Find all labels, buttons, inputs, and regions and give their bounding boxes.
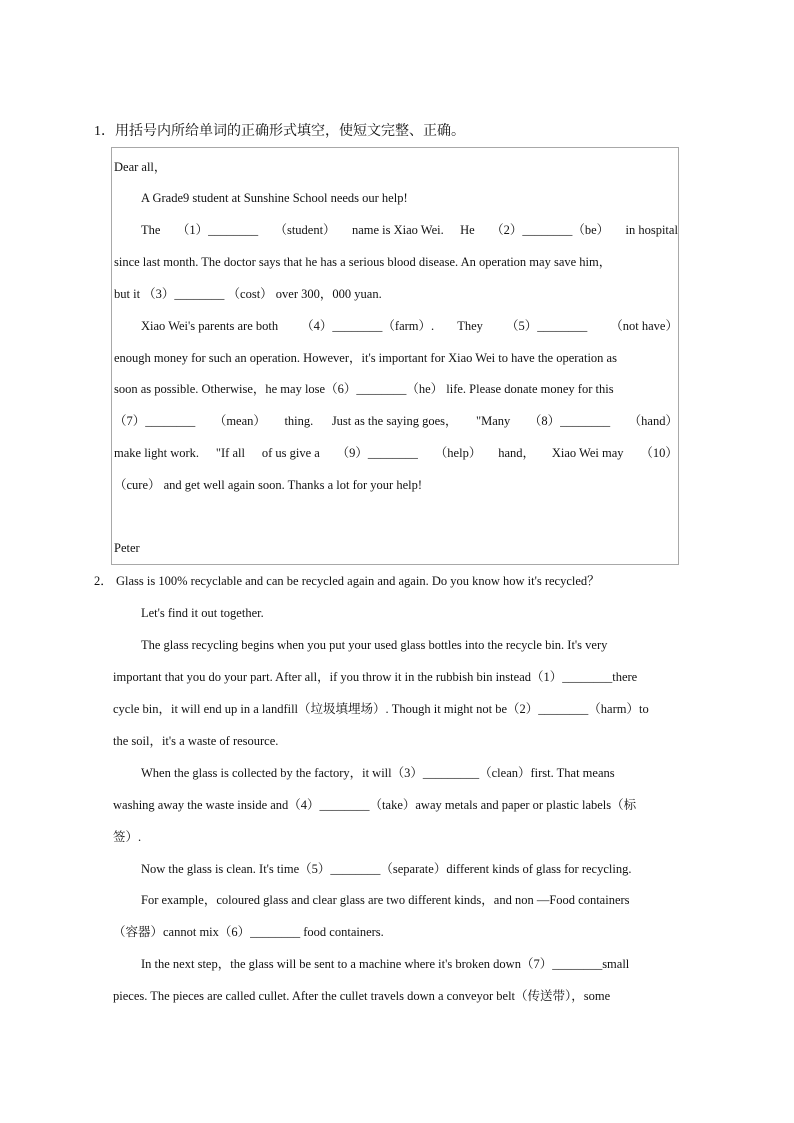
letter-paragraph-2-line-1 <box>141 222 678 238</box>
text-segment: hand， <box>498 446 535 460</box>
blank-5: （5）________ <box>505 319 588 333</box>
letter-paragraph-2-line-3: but it （3）________ （cost） over 300，000 yuan. <box>114 287 382 301</box>
letter-paragraph-1: A Grade9 student at Sunshine School needs our help! <box>141 191 408 205</box>
text-segment: （hand） <box>628 414 678 428</box>
passage-line-7: When the glass is collected by the factory，it will（3）_________（clean）first. That means <box>141 766 615 780</box>
text-segment: They <box>457 319 483 333</box>
letter-paragraph-3-line-5 <box>114 445 678 461</box>
text-segment: Xiao Wei's parents are both <box>141 319 279 333</box>
text-segment: thing. <box>284 414 314 428</box>
text-segment: Just as the saying goes， <box>331 414 458 428</box>
blank-7: （7）________ <box>114 414 196 428</box>
blank-2: （2）________（be） <box>491 223 610 237</box>
passage-line-11: For example，coloured glass and clear glass are two different kinds，and non —Food containers <box>141 893 630 907</box>
letter-paragraph-2-line-2: since last month. The doctor says that he has a serious blood disease. An operation may save him， <box>114 255 612 269</box>
letter-paragraph-3-line-1 <box>141 318 678 334</box>
blank-4: （4）________（farm）. <box>301 319 435 333</box>
question-2-number: 2． <box>94 574 113 588</box>
text-segment: He <box>460 223 475 237</box>
passage-line-6: the soil，it's a waste of resource. <box>113 734 279 748</box>
text-segment: "If all <box>215 446 245 460</box>
passage-line-2: Let's find it out together. <box>141 606 264 620</box>
letter-paragraph-3-line-6: （cure） and get well again soon. Thanks a lot for your help! <box>114 478 423 492</box>
text-segment: （help） <box>434 446 482 460</box>
text-segment: （mean） <box>213 414 266 428</box>
passage-line-13: In the next step，the glass will be sent to a machine where it's broken down（7）________small <box>141 957 630 971</box>
passage-line-3: The glass recycling begins when you put your used glass bottles into the recycle bin. It's very <box>141 638 608 652</box>
passage-line-14: pieces. The pieces are called cullet. After the cullet travels down a conveyor belt（传送带），some <box>113 989 611 1003</box>
blank-8: （8）________ <box>528 414 611 428</box>
passage-line-12: （容器）cannot mix（6）________ food containers. <box>113 925 384 939</box>
letter-signature: Peter <box>114 541 140 555</box>
letter-paragraph-3-line-4 <box>114 413 678 429</box>
text-segment: make light work. <box>114 446 200 460</box>
letter-paragraph-3-line-3: soon as possible. Otherwise，he may lose（6）________（he） life. Please donate money for this <box>114 382 614 396</box>
passage-line-1: Glass is 100% recyclable and can be recycled again and again. Do you know how it's recycled？ <box>116 574 600 588</box>
passage-line-8: washing away the waste inside and（4）________（take）away metals and paper or plastic labels（标 <box>113 798 637 812</box>
blank-10: （10） <box>640 446 678 460</box>
passage-line-4: important that you do your part. After all，if you throw it in the rubbish bin instead（1）________there <box>113 670 638 684</box>
blank-1: （1）________ <box>176 223 259 237</box>
letter-paragraph-3-line-2: enough money for such an operation. However，it's important for Xiao Wei to have the operation as <box>114 351 617 365</box>
passage-line-5: cycle bin，it will end up in a landfill（垃圾填埋场）. Though it might not be（2）________（harm）to <box>113 702 649 716</box>
question-1-title: 1．用括号内所给单词的正确形式填空，使短文完整、正确。 <box>94 124 465 139</box>
blank-9: （9）________ <box>336 446 418 460</box>
text-segment: （student） <box>274 223 336 237</box>
passage-line-9: 签）. <box>113 830 142 844</box>
text-segment: name is Xiao Wei. <box>351 223 444 237</box>
text-segment: in hospital <box>625 223 678 237</box>
text-segment: of us give a <box>261 446 320 460</box>
text-segment: Xiao Wei may <box>551 446 624 460</box>
text-segment: The <box>141 223 161 237</box>
letter-greeting: Dear all， <box>114 160 167 174</box>
text-segment: "Many <box>476 414 511 428</box>
text-segment: （not have） <box>610 319 678 333</box>
passage-line-10: Now the glass is clean. It's time（5）________（separate）different kinds of glass for recycling. <box>141 862 632 876</box>
